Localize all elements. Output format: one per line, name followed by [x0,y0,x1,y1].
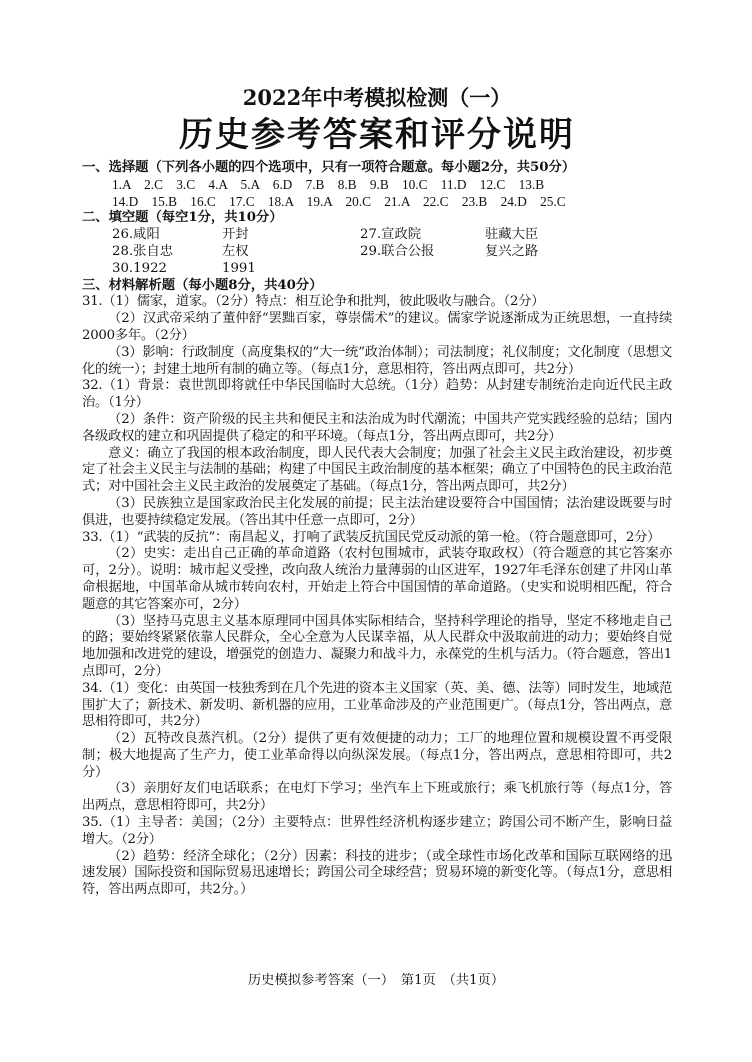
answer-paragraph: （2）趋势：经济全球化；（2分）因素：科技的进步；（或全球性市场化改革和国际互联网络的迅速发展）国际投资和国际贸易迅速增长；跨国公司全球经营；贸易环境的新变化等。（每点1分，意思相符，答出两点即可，共2分。） [82,848,672,898]
fill-answer: 左权 [222,243,249,259]
fill-answer: 27.宣政院 [360,227,422,243]
answer-sheet [82,84,672,899]
answer-paragraph: 32.（1）背景：袁世凯即将就任中华民国临时大总统。（1分）趋势：从封建专制统治走向近代民主政治。（1分） [82,378,672,411]
section2-heading: 二、填空题（每空1分，共10分） [82,210,283,226]
fill-answer: 29.联合公报 [360,243,435,259]
fill-answer: 驻藏大臣 [485,227,539,243]
section3-heading: 三、材料解析题（每小题8分，共40分） [82,277,323,293]
answer-paragraph: （2）史实：走出自己正确的革命道路（农村包围城市，武装夺取政权）（符合题意的其它答案亦可，2分）。说明：城市起义受挫，改向敌人统治力量薄弱的山区进军，1927年毛泽东创建了井冈山革命根据地，中国革命从城市转向农村，开始走上符合中国国情的革命道路。（史实和说明相匹配，符合题意的其它答案亦可，2分） [82,546,672,612]
page-footer: 历史模拟参考答案（一） 第1页 （共1页） [247,973,505,988]
answer-paragraph: （2）汉武帝采纳了董仲舒“罢黜百家，尊崇儒术”的建议。儒家学说逐渐成为正统思想，一直持续2000多年。（2分） [82,311,672,343]
document-subtitle: 历史参考答案和评分说明 [179,115,575,155]
answer-paragraph: 34.（1）变化：由英国一枝独秀到在几个先进的资本主义国家（英、美、德、法等）同时发生，地域范围扩大了；新技术、新发明、新机器的应用，工业革命涉及的产业范围更广。（每点1分，答出两点，意思相符即可，共2分） [82,680,672,730]
fill-answer: 30.1922 [112,260,167,276]
fill-answer: 1991 [222,260,256,276]
answer-paragraph: （2）瓦特改良蒸汽机。（2分）提供了更有效便捷的动力；工厂的地理位置和规模设置不再受限制；极大地提高了生产力，使工业革命得以向纵深发展。（每点1分，答出两点，意思相符即可，共2分） [82,731,672,780]
exam-title: 2022年中考模拟检测（一） [242,85,512,110]
answer-paragraph: （3）坚持马克思主义基本原理同中国具体实际相结合，坚持科学理论的指导，坚定不移地走自己的路；要始终紧紧依靠人民群众，全心全意为人民谋幸福，从人民群众中汲取前进的动力；要始终自觉地加强和改进党的建设，增强党的创造力、凝聚力和战斗力，永葆党的生机与活力。（符合题意，答出1点即可，2分） [82,613,672,679]
fill-answer: 复兴之路 [485,243,539,259]
fill-answer: 28.张自忠 [112,243,174,259]
answer-paragraph: 意义：确立了我国的根本政治制度，即人民代表大会制度；加强了社会主义民主政治建设，初步奠定了社会主义民主与法制的基础；构建了中国民主政治制度的基本框架；确立了中国特色的民主政治范式；对中国社会主义民主政治的发展奠定了基础。（每点1分，答出两点即可，共2分） [82,445,672,495]
answer-paragraph: 35.（1）主导者：美国；（2分）主要特点：世界性经济机构逐步建立；跨国公司不断产生，影响日益增大。（2分） [82,815,672,847]
fill-answer: 26.咸阳 [112,227,160,243]
answer-paragraph: （3）影响：行政制度（高度集权的“大一统”政治体制）；司法制度；礼仪制度；文化制度（思想文化的统一）；封建土地所有制的确立等。（每点1分，意思相符，答出两点即可，共2分） [82,344,672,377]
choice-answers-row: 1.A 2.C 3.C 4.A 5.A 6.D 7.B 8.B 9.B 10.C 11.D 12.C 13.B [112,176,545,192]
answer-paragraph: （3）亲朋好友们电话联系；在电灯下学习；坐汽车上下班或旅行；乘飞机旅行等（每点1分，答出两点，意思相符即可，共2分） [82,781,672,814]
answer-paragraph: （3）民族独立是国家政治民主化发展的前提；民主法治建设要符合中国国情；法治建设既要与时俱进，也要持续稳定发展。（答出其中任意一点即可，2分） [82,495,672,528]
answer-paragraph: 31.（1）儒家，道家。（2分）特点：相互论争和批判，彼此吸收与融合。（2分） [82,294,545,310]
answer-paragraph: （2）条件：资产阶级的民主共和便民主和法治成为时代潮流；中国共产党实践经验的总结；国内各级政权的建立和巩固提供了稳定的和平环境。（每点1分，答出两点即可，共2分） [82,411,672,444]
fill-answer: 开封 [222,227,249,243]
choice-answers-row: 14.D 15.B 16.C 17.C 18.A 19.A 20.C 21.A 22.C 23.B 24.D 25.C [112,193,566,209]
answer-paragraph: 33.（1）“武装的反抗”：南昌起义，打响了武装反抗国民党反动派的第一枪。（符合题意即可，2分） [82,529,661,545]
section1-heading: 一、选择题（下列各小题的四个选项中，只有一项符合题意。每小题2分，共50分） [82,160,576,175]
fill-answers [82,227,672,277]
